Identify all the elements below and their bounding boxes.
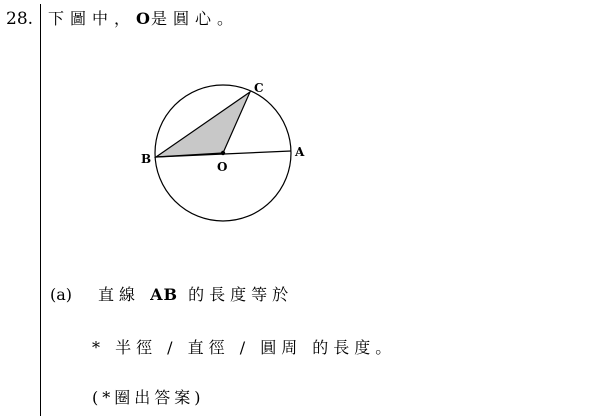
answer-choices[interactable]: * 半徑 / 直徑 / 圓周 的長度。: [92, 338, 397, 357]
stem-suffix: 是圓心。: [150, 9, 239, 28]
center-point: [221, 151, 225, 155]
instruction-note: (*圈出答案): [92, 388, 205, 407]
stem-center-label: O: [136, 9, 151, 28]
circle-figure: [130, 70, 320, 230]
label-o: O: [217, 160, 228, 174]
label-a: A: [295, 145, 305, 159]
margin-line: [40, 4, 41, 416]
stem-prefix: 下圖中，: [48, 9, 137, 28]
triangle-bco: [156, 92, 250, 157]
part-a-ab: AB: [150, 285, 179, 304]
label-c: C: [254, 81, 264, 95]
circle-diagram: [130, 70, 320, 230]
part-a-text: [98, 283, 293, 307]
part-a-suffix: 的長度等於: [188, 285, 294, 304]
question-number: 28.: [6, 9, 34, 29]
part-a-prefix: 直線: [98, 285, 141, 304]
question-stem: [48, 7, 239, 31]
part-a-label: (a): [50, 285, 73, 304]
label-b: B: [141, 152, 152, 166]
